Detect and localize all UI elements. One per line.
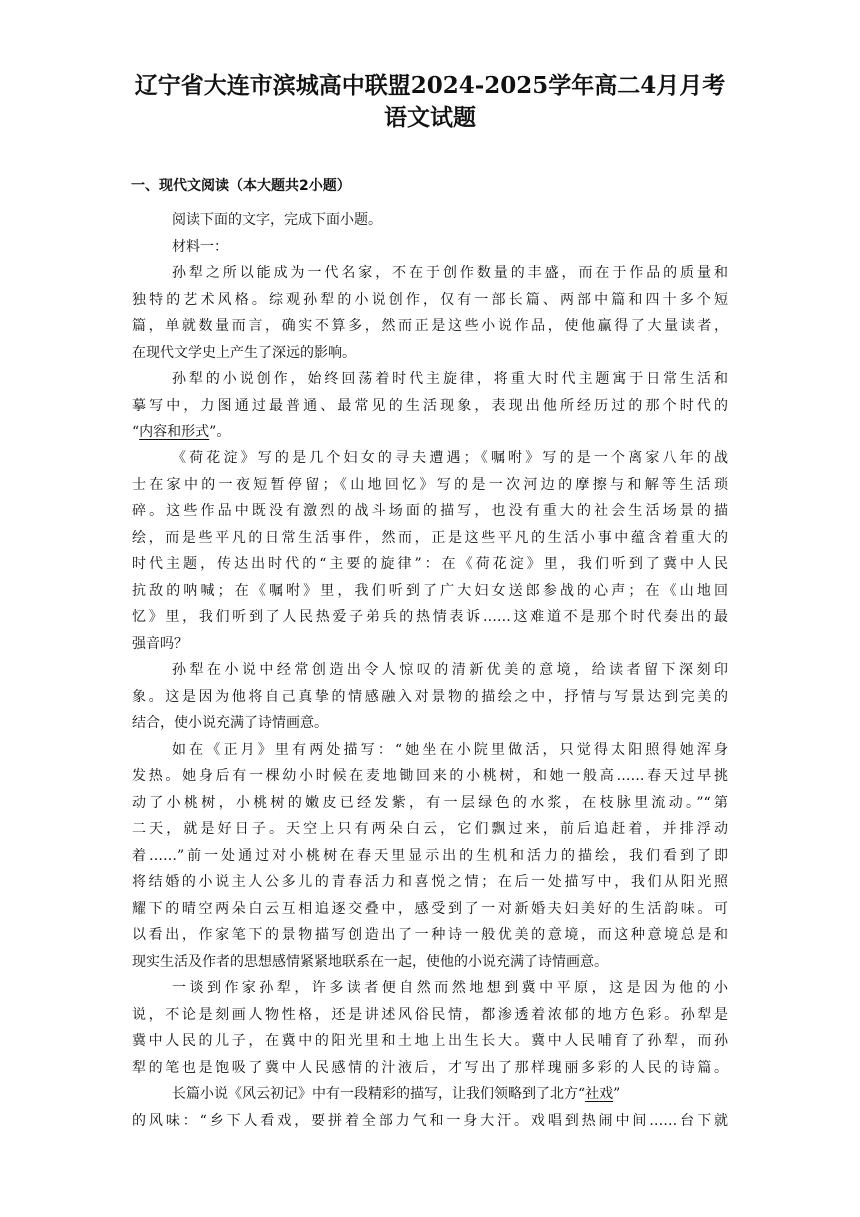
underlined-phrase: 内容和形式	[139, 424, 210, 440]
paragraph-line	[172, 1084, 620, 1104]
title-line-2: 语文试题	[384, 104, 476, 131]
paragraph-line: 冀中人民的儿子，在冀中的阳光里和土地上出生长大。冀中人民哺育了孙犁，而孙	[132, 1033, 728, 1049]
quote-close: ”	[613, 1086, 621, 1102]
paragraph-line: 士在家中的一夜短暂停留；《山地回忆》写的是一次河边的摩擦与和解等生活琐	[132, 477, 728, 493]
paragraph-line: 碎。这些作品中既没有激烈的战斗场面的描写，也没有重大的社会生活场景的描	[132, 503, 728, 519]
quote-open: “	[132, 424, 140, 440]
paragraph-line: 在现代文学史上产生了深远的影响。	[132, 345, 356, 361]
paragraph-line: 抗敌的呐喊；在《嘱咐》里，我们听到了广大妇女送郎参战的心声；在《山地回	[132, 583, 728, 599]
paragraph-line: 摹写中，力图通过最普通、最常见的生活现象，表现出他所经历过的那个时代的	[132, 398, 728, 414]
paragraph-line: 象。这是因为他将自己真挚的情感融入对景物的描绘之中，抒情与写景达到完美的	[132, 689, 728, 705]
paragraph-line: 二天，就是好日子。天空上只有两朵白云，它们飘过来，前后追赶着，并排浮动	[132, 821, 728, 837]
paragraph-line: 孙犁之所以能成为一代名家，不在于创作数量的丰盛，而在于作品的质量和	[172, 265, 728, 281]
paragraph-line: 结合，使小说充满了诗情画意。	[132, 715, 328, 731]
paragraph-line: 犁的笔也是饱吸了冀中人民感情的汁液后，才写出了那样瑰丽多彩的人民的诗篇。	[132, 1060, 728, 1076]
paragraph-line: 现实生活及作者的思想感情紧紧地联系在一起，使他的小说充满了诗情画意。	[132, 954, 608, 970]
paragraph-line: 说，不论是刻画人物性格，还是讲述风俗民情，都渗透着浓郁的地方色彩。孙犁是	[132, 1007, 728, 1023]
paragraph-line: 绘，而是些平凡的日常生活事件，然而，正是这些平凡的生活小事中蕴含着重大的	[132, 530, 728, 546]
paragraph-line: 孙犁的小说创作，始终回荡着时代主旋律，将重大时代主题寓于日常生活和	[172, 371, 728, 387]
instruction-line: 阅读下面的文字，完成下面小题。	[172, 212, 382, 228]
paragraph-line: 着……”前一处通过对小桃树在春天里显示出的生机和活力的描绘，我们看到了即	[132, 848, 728, 864]
paragraph-line: 时代主题，传达出时代的“主要的旋律”：在《荷花淀》里，我们听到了冀中人民	[132, 556, 728, 572]
paragraph-line: 《荷花淀》写的是几个妇女的寻夫遭遇；《嘱咐》写的是一个离家八年的战	[172, 450, 728, 466]
paragraph-line: 以看出，作家笔下的景物描写创造出了一种诗一般优美的意境，而这种意境总是和	[132, 927, 728, 943]
material-label: 材料一：	[172, 239, 228, 255]
quote-close: ”。	[209, 424, 231, 440]
paragraph-line: 如在《正月》里有两处描写：“她坐在小院里做活，只觉得太阳照得她浑身	[172, 742, 728, 758]
paragraph-line: 将结婚的小说主人公多儿的青春活力和喜悦之情；在后一处描写中，我们从阳光照	[132, 874, 728, 890]
paragraph-line: 的风味：“乡下人看戏，要拼着全部力气和一身大汗。戏唱到热闹中间……台下就	[132, 1113, 728, 1129]
paragraph-line	[132, 422, 728, 442]
paragraph-line: 发热。她身后有一棵幼小时候在麦地锄回来的小桃树，和她一般高……春天过早挑	[132, 768, 728, 784]
paragraph-line: 一谈到作家孙犁，许多读者便自然而然地想到冀中平原，这是因为他的小	[172, 980, 728, 996]
paragraph-line: 独特的艺术风格。综观孙犁的小说创作，仅有一部长篇、两部中篇和四十多个短	[132, 292, 728, 308]
section-heading: 一、现代文阅读（本大题共2小题）	[131, 178, 351, 194]
paragraph-line: 篇，单就数量而言，确实不算多，然而正是这些小说作品，使他赢得了大量读者，	[132, 318, 728, 334]
paragraph-line: 忆》里，我们听到了人民热爱子弟兵的热情表诉……这难道不是那个时代奏出的最	[132, 609, 728, 625]
underlined-phrase: 社戏	[585, 1086, 614, 1102]
text-run: 长篇小说《风云初记》中有一段精彩的描写，让我们领略到了北方“	[172, 1086, 586, 1102]
paragraph-line: 动了小桃树，小桃树的嫩皮已经发紫，有一层绿色的水浆，在枝脉里流动。”“第	[132, 795, 728, 811]
paragraph-line: 孙犁在小说中经常创造出令人惊叹的清新优美的意境，给读者留下深刻印	[172, 662, 728, 678]
title-line-1: 辽宁省大连市滨城高中联盟2024-2025学年高二4月月考	[134, 72, 726, 99]
paragraph-line: 耀下的晴空两朵白云互相追逐交叠中，感受到了一对新婚夫妇美好的生活韵味。可	[132, 901, 728, 917]
paragraph-line: 强音吗？	[132, 636, 188, 652]
document-title	[60, 70, 800, 134]
